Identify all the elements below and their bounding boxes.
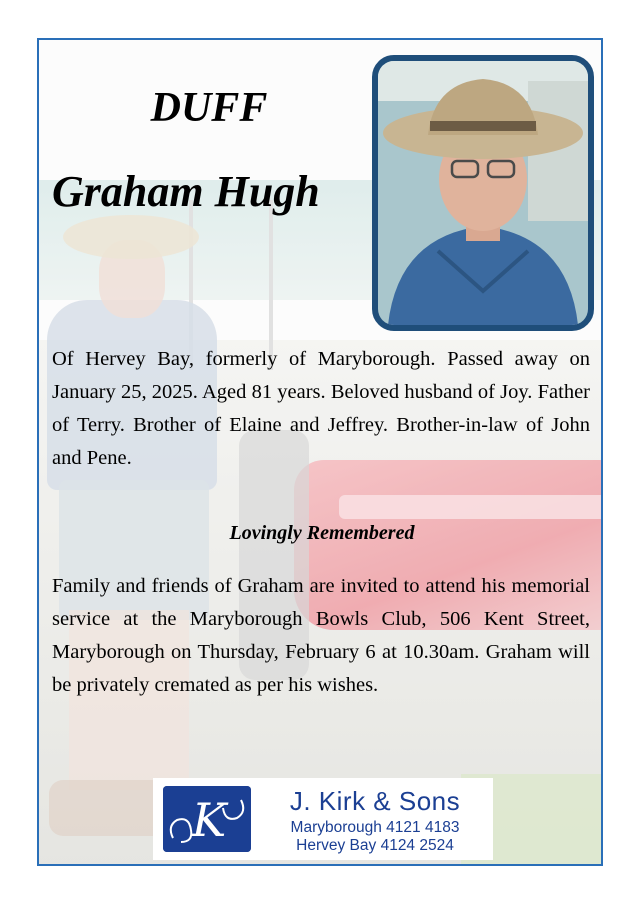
funeral-director-logo (153, 778, 493, 860)
notice-paragraph-service: Family and friends of Graham are invited to attend his memorial service at the Maryborough Bowls Club, 506 Kent Street, Maryborough on Thursday, February 6 at 10.30am. Graham will be privately cremated as per his wishes. (52, 575, 590, 696)
phone-hervey-bay: Hervey Bay 4124 2524 (296, 837, 454, 854)
phone-maryborough: Maryborough 4121 4183 (290, 819, 460, 836)
given-names-heading: Graham Hugh (52, 167, 320, 216)
notice-paragraph-details: Of Hervey Bay, formerly of Maryborough. Passed away on January 25, 2025. Aged 81 years. Beloved husband of Joy. Father of Terry. Brother of Elaine and Jeffrey. Brother-in-law of John and Pene. (52, 348, 590, 469)
portrait-illustration (378, 61, 588, 325)
logo-letter: K (191, 793, 227, 847)
logo-scroll-icon (163, 786, 251, 852)
portrait-photo (372, 55, 594, 331)
funeral-director-name: J. Kirk & Sons (289, 786, 461, 816)
death-notice-card (37, 38, 603, 866)
surname-heading: DUFF (150, 85, 268, 131)
lovingly-remembered-heading: Lovingly Remembered (229, 522, 415, 544)
kirk-logo-mark (163, 786, 251, 852)
